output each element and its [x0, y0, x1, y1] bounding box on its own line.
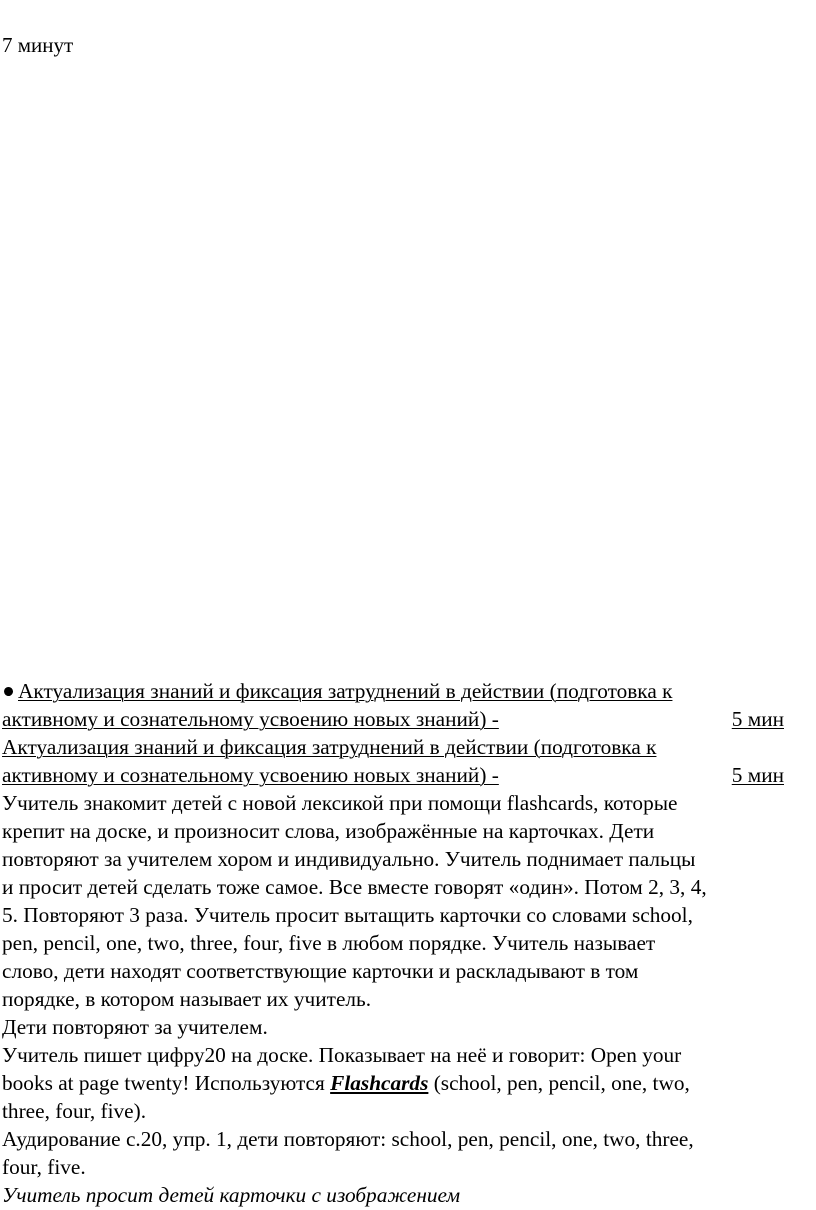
paragraph-line: крепит на доске, и произносит слова, изображённые на карточках. Дети	[2, 819, 655, 843]
stage-heading-repeat-text-cont: активному и сознательному усвоению новых знаний) -	[2, 763, 499, 787]
flashcards-emphasis: Flashcards	[330, 1071, 429, 1095]
stage-repeat-time: 5 мин	[731, 763, 784, 787]
lesson-stage-section	[2, 677, 810, 1209]
paragraph-line: Учитель пишет цифру20 на доске. Показывает на неё и говорит: Open your	[2, 1043, 682, 1067]
time-note: 7 минут	[2, 33, 74, 57]
paragraph-line: повторяют за учителем хором и индивидуально. Учитель поднимает пальцы	[2, 847, 696, 871]
paragraph-line: Учитель знакомит детей с новой лексикой при помощи flashcards, которые	[2, 791, 678, 815]
paragraph-line: и просит детей сделать тоже самое. Все вместе говорят «один». Потом 2, 3, 4,	[2, 875, 707, 899]
paragraph-line: pen, pencil, one, two, three, four, five в любом порядке. Учитель называет	[2, 931, 656, 955]
stage-heading-line-2	[2, 705, 810, 733]
paragraph-line: порядке, в котором называет их учитель.	[2, 987, 372, 1011]
text-run: (school, pen, pencil, one, two,	[428, 1071, 690, 1095]
italic-instruction: Учитель просит детей карточки с изображением	[2, 1183, 461, 1207]
paragraph-line: Дети повторяют за учителем.	[2, 1015, 268, 1039]
paragraph-line: 5. Повторяют 3 раза. Учитель просит вытащить карточки со словами school,	[2, 903, 693, 927]
bullet-icon	[3, 686, 15, 698]
paragraph-line: слово, дети находят соответствующие карточки и раскладывают в том	[2, 959, 639, 983]
text-run: books at page twenty! Используются	[2, 1071, 331, 1095]
stage-heading-repeat-line-2	[2, 761, 810, 789]
stage-time: 5 мин	[731, 707, 784, 731]
stage-heading-text-cont: активному и сознательному усвоению новых знаний) -	[2, 707, 499, 731]
stage-heading-text: Актуализация знаний и фиксация затруднений в действии (подготовка к	[18, 679, 673, 703]
paragraph-line: Аудирование с.20, упр. 1, дети повторяют: school, pen, pencil, one, two, three,	[2, 1127, 694, 1151]
paragraph-line: three, four, five).	[2, 1099, 147, 1123]
paragraph-line-with-emphasis	[2, 1069, 810, 1097]
stage-heading-line-1	[2, 677, 810, 705]
stage-heading-repeat-text: Актуализация знаний и фиксация затруднений в действии (подготовка к	[2, 735, 657, 759]
stage-heading-repeat-line-1	[2, 733, 810, 761]
paragraph-line: four, five.	[2, 1155, 86, 1179]
